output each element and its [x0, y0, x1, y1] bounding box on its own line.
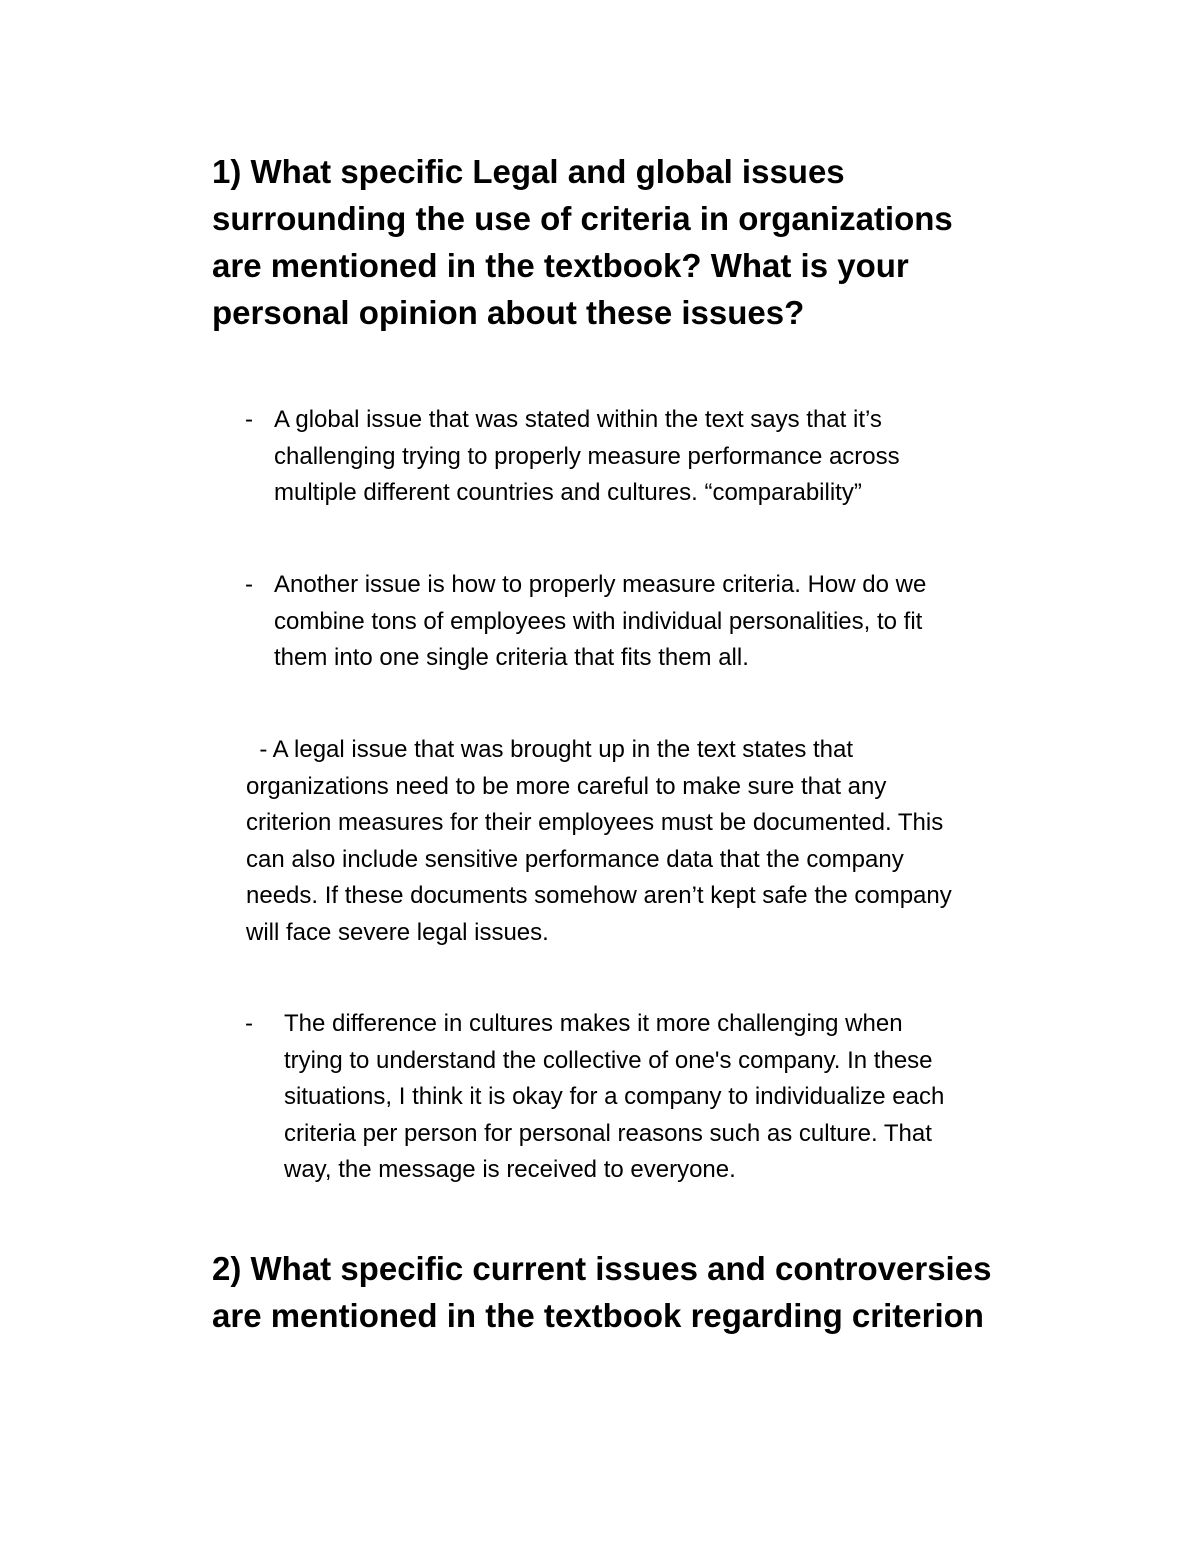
question-1-line: surrounding the use of criteria in organizations [212, 200, 953, 237]
bullet-line: The difference in cultures makes it more challenging when [284, 1010, 903, 1037]
bullet-line: can also include sensitive performance data that the company [246, 845, 904, 873]
bullet-line: multiple different countries and cultures. “comparability” [274, 479, 862, 506]
bullet-dash: - [245, 406, 253, 433]
bullet-line: challenging trying to properly measure performance across [274, 442, 900, 470]
bullet-text [274, 402, 900, 512]
question-2-line: are mentioned in the textbook regarding criterion [212, 1297, 984, 1334]
bullet-dash: - [245, 1010, 253, 1037]
answer-bullet-legal-issue [246, 732, 952, 951]
bullet-line: trying to understand the collective of one's company. In these [284, 1046, 933, 1074]
bullet-line: - A legal issue that was brought up in the text states that [246, 736, 854, 763]
bullet-line: A global issue that was stated within the text says that it’s [274, 406, 882, 433]
bullet-text [284, 1006, 944, 1189]
bullet-text [274, 567, 926, 677]
bullet-line: way, the message is received to everyone. [284, 1156, 736, 1183]
bullet-line: situations, I think it is okay for a company to individualize each [284, 1083, 945, 1110]
question-2-heading [212, 1245, 1072, 1339]
bullet-line: organizations need to be more careful to make sure that any [246, 772, 887, 800]
bullet-line: will face severe legal issues. [246, 918, 549, 946]
question-1-line: personal opinion about these issues? [212, 294, 805, 331]
question-1-line: are mentioned in the textbook? What is your [212, 247, 909, 284]
bullet-line: combine tons of employees with individual personalities, to fit [274, 607, 923, 635]
bullet-line: them into one single criteria that fits them all. [274, 644, 749, 671]
question-1-heading [212, 148, 1072, 336]
bullet-line: Another issue is how to properly measure criteria. How do we [274, 571, 927, 598]
bullet-line: needs. If these documents somehow aren’t kept safe the company [246, 882, 952, 909]
question-1-line: 1) What specific Legal and global issues [212, 153, 845, 190]
question-2-line: 2) What specific current issues and controversies [212, 1250, 992, 1287]
bullet-line: criteria per person for personal reasons such as culture. That [284, 1119, 932, 1147]
bullet-line: criterion measures for their employees must be documented. This [246, 809, 944, 836]
bullet-dash: - [245, 571, 253, 598]
